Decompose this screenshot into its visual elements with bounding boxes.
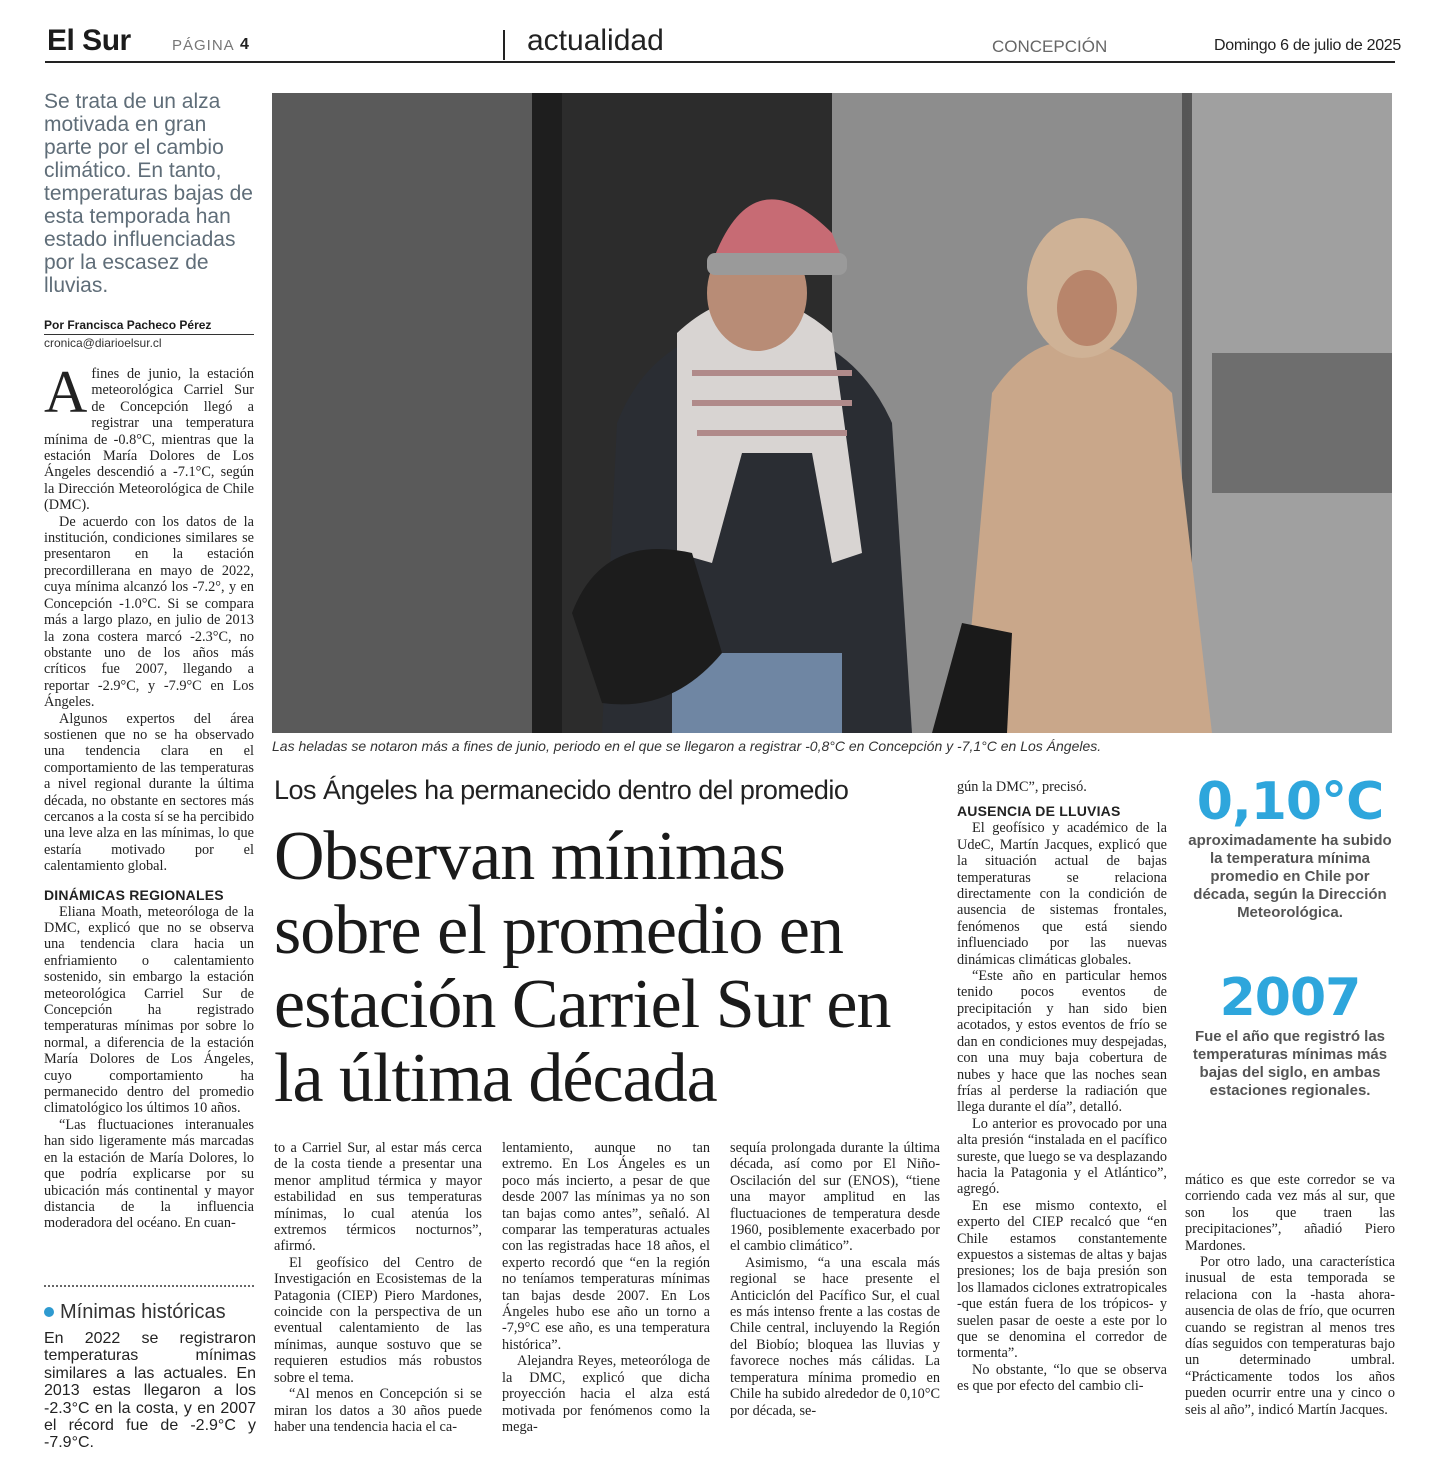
stat-value: 2007 [1219, 968, 1361, 1028]
paragraph: Asimismo, “a una escala más regional se hace presente el Anticiclón del Pacífico Sur, el cual es más intenso frente a las costas de Chile central, incluyendo la Región del Biobío; bloquea las lluvias y favorece noches más cálidas. La temperatura mínima promedio en Chile ha subido alrededor de 0,10°C por década, se- [730, 1254, 940, 1419]
masthead-brand: El Sur [47, 24, 131, 57]
paragraph: mático es que este corredor se va corriendo cada vez más al sur, que son los que traen las precipitaciones”, añadió Piero Mardones. [1185, 1172, 1395, 1254]
stat-box [1185, 968, 1395, 1100]
article-column-1 [44, 359, 254, 1232]
page-number: 4 [240, 36, 249, 53]
paragraph: De acuerdo con los datos de la institución, condiciones similares se presentaron en la estación precordillerana en mayo de 2022, cuya mínima alcanzó los -7.2°, y en Concepción -1.0°C. Si se compara más a largo plazo, en julio de 2013 la zona costera marcó -2.3°C, no obstante uno de los años más críticos fue 2007, llegando a reportar -2.9°C, y -7.9°C en Los Ángeles. [44, 513, 254, 711]
paragraph: Alejandra Reyes, meteoróloga de la DMC, explicó que dicha proyección hacia el alza está motivada por fenómenos como la mega- [502, 1353, 710, 1435]
paragraph: to a Carriel Sur, al estar más cerca de la costa tiende a presentar una menor amplitud térmica y mayor estabilidad en sus temperaturas mínimas, lo cual atenúa los extremos térmicos nocturnos”, afirmó. [274, 1140, 482, 1255]
bullet-icon [44, 1307, 54, 1317]
headline: Observan mínimas sobre el promedio en estación Carriel Sur en la última década [274, 818, 891, 1117]
paragraph: El geofísico y académico de la UdeC, Martín Jacques, explicó que la situación actual de bajas temperaturas se relaciona directamente con la condición de ausencia de sistemas frontales, fenómenos que está siendo influenciado por las nuevas dinámicas climáticas globales. [957, 820, 1167, 968]
byline: Por Francisca Pacheco Pérez [44, 318, 254, 335]
paragraph: lentamiento, aunque no tan extremo. En Los Ángeles es un poco más incierto, a pesar de que desde 2007 las mínimas ya no son tan bajas como antes”, señaló. Al comparar las temperaturas actuales con las registradas hace 18 años, el experto recordó que “en la región no teníamos temperaturas mínimas tan bajas desde 2007. En Los Ángeles hubo ese año un torno a -7,9°C ese año, es una temperatura histórica”. [502, 1140, 710, 1353]
stat-text: aproximadamente ha subido la temperatura mínima promedio en Chile por década, según la Dirección Meteorológica. [1188, 832, 1392, 921]
paragraph: Eliana Moath, meteoróloga de la DMC, explicó que no se observa una tendencia clara hacia un enfriamiento o calentamiento sostenido, sin embargo la estación meteorológica Carriel Sur de Concepción ha registrado temperaturas mínimas por sobre lo normal, a diferencia de la estación María Dolores de Los Ángeles, cuyo comportamiento ha permanecido dentro del promedio climatológico los últimos 10 años. [44, 903, 254, 1117]
subheading: DINÁMICAS REGIONALES [44, 886, 224, 903]
kicker: Los Ángeles ha permanecido dentro del promedio [274, 775, 849, 805]
stat-value: 0,10°C [1196, 772, 1384, 832]
paragraph: En ese mismo contexto, el experto del CIEP recalcó que “en Chile estamos constantemente expuestos a sistemas de altas y bajas presiones; los de baja presión son los llamados ciclones extratropicales -que están fuera de los trópicos- y suelen pasar de oeste a este por lo que se denomina el corredor de tormenta”. [957, 1197, 1168, 1362]
paragraph: Algunos expertos del área sostienen que no se ha observado una tendencia clara en el comportamiento de las temperaturas a nivel regional durante la última década, no obstante en sectores más cercanos a la costa sí se ha percibido una leve alza en las mínimas, lo que estaría motivado por el calentamiento global. [44, 710, 254, 875]
article-photo [272, 93, 1392, 733]
article-column-4 [730, 1140, 940, 1419]
article-column-5 [957, 779, 1167, 1395]
stat-box [1185, 772, 1395, 922]
sidebar-text: En 2022 se registraron temperaturas mínimas similares a las actuales. En 2013 estas llegaron a los -2.3°C en la costa, y en 2007 el récord fue de -2.9°C y -7.9°C. [44, 1330, 256, 1452]
article-column-2 [274, 1140, 482, 1435]
issue-date: Domingo 6 de julio de 2025 [1214, 37, 1402, 54]
paragraph: sequía prolongada durante la última década, así como por El Niño-Oscilación del sur (ENOS), “tiene una mayor amplitud en las fluctuaciones de temperatura desde 1960, posiblemente exacerbado por el cambio climático”. [730, 1140, 940, 1255]
paragraph: Afines de junio, la estación meteorológica Carriel Sur de Concepción llegó a registrar una temperatura mínima de -0.8°C, mientras que la estación María Dolores de Los Ángeles descendió a -7.1°C, según la Dirección Meteorológica de Chile (DMC). [44, 359, 254, 514]
header-rule [45, 61, 1395, 63]
paragraph: “Al menos en Concepción si se miran los datos a 30 años puede haber una tendencia hacia el ca- [274, 1386, 482, 1435]
page-label: PÁGINA [172, 37, 235, 54]
photo-illustration [272, 93, 1392, 733]
sidebar-separator [44, 1285, 254, 1287]
subheading: AUSENCIA DE LLUVIAS [957, 803, 1121, 820]
paragraph: Lo anterior es provocado por una alta presión “instalada en el pacífico sureste, que luego se va desplazando hacia la Patagonia y el Atlántico”, agregó. [957, 1115, 1167, 1198]
paragraph: “Las fluctuaciones interanuales han sido ligeramente más marcadas en la estación de María Dolores, lo que podría explicarse por su ubicación más continental y mayor distancia de la influencia moderadora del océano. En cuan- [44, 1116, 254, 1232]
photo-caption: Las heladas se notaron más a fines de junio, periodo en el que se llegaron a registrar -0,8°C en Concepción y -7,1°C en Los Ángeles. [272, 738, 1102, 754]
article-column-3 [502, 1140, 710, 1435]
stat-text: Fue el año que registró las temperaturas mínimas más bajas del siglo, en ambas estaciones regionales. [1192, 1028, 1388, 1099]
article-column-6 [1185, 1172, 1395, 1418]
article-summary: Se trata de un alza motivada en gran parte por el cambio climático. En tanto, temperaturas bajas de esta temporada han estado influenciadas por la escasez de lluvias. [44, 90, 253, 297]
sidebar-title: Mínimas históricas [44, 1300, 226, 1324]
author-email[interactable]: cronica@diarioelsur.cl [44, 336, 162, 350]
section-name: actualidad [527, 24, 664, 57]
city-label: CONCEPCIÓN [992, 37, 1108, 56]
paragraph: gún la DMC”, precisó. [957, 779, 1087, 795]
header-divider [503, 30, 505, 60]
drop-cap: A [44, 359, 88, 425]
paragraph: El geofísico del Centro de Investigación en Ecosistemas de la Patagonia (CIEP) Piero Mardones, coincide con la perspectiva de un eventual calentamiento de las mínimas, aunque sostuvo que se requieren estudios más robustos sobre el tema. [274, 1254, 482, 1386]
paragraph: No obstante, “lo que se observa es que por efecto del cambio cli- [957, 1361, 1167, 1395]
paragraph: “Este año en particular hemos tenido pocos eventos de precipitación y han sido bien acotados, y estos eventos de frío se dan en condiciones muy despejadas, con una muy baja cobertura de nubes y hace que las noches sean frías al perderse la radiación que llega durante el día”, detalló. [957, 968, 1167, 1116]
paragraph: Por otro lado, una característica inusual de esta temporada se relaciona con la -hasta ahora- ausencia de olas de frío, que ocurren cuando se registran al menos tres días seguidos con temperaturas bajo un determinado umbral. “Prácticamente todos los años pueden ocurrir entre una y cinco o seis al año”, indicó Martín Jacques. [1185, 1254, 1395, 1418]
